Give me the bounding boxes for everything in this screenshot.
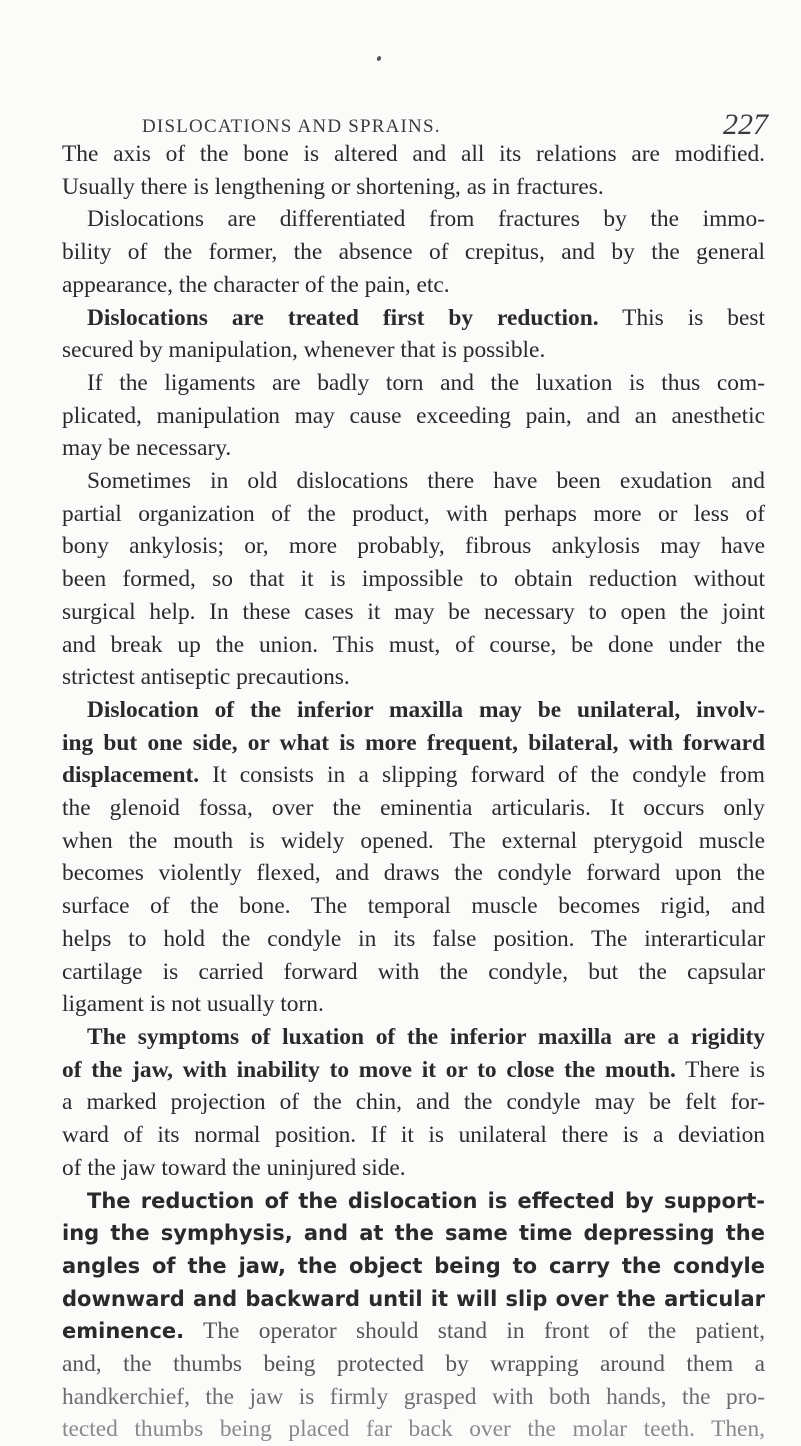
text-line: of the jaw toward the uninjured side. [62,1154,406,1181]
text-line [62,759,765,792]
text-line [62,1054,765,1087]
bold-run: downward and backward until it will slip over the articular [62,1286,765,1311]
page-header [60,88,768,141]
text-line: ward of its normal position. If it is unilateral there is a deviation [62,1122,765,1149]
bold-run: The reduction of the dislocation is effected by support- [87,1188,765,1213]
bold-run: ing but one side, or what is more frequent, bilateral, with forward [62,729,765,756]
text-line: Dislocations are differentiated from fractures by the immo- [87,206,765,233]
text-line: If the ligaments are badly torn and the luxation is thus com- [87,369,765,396]
bold-run: ing the symphysis, and at the same time depressing the [62,1221,765,1246]
text-line: secured by manipulation, whenever that is possible. [62,337,546,364]
bold-run: Dislocation of the inferior maxilla may be unilateral, involv- [87,696,765,723]
paper-speck [376,55,382,61]
text-line: helps to hold the condyle in its false position. The interarticular [62,925,765,952]
text-run: It consists in a slipping forward of the condyle from [199,762,765,789]
text-line: handkerchief, the jaw is firmly grasped with both hands, the pro- [62,1383,765,1410]
text-line: a marked projection of the chin, and the condyle may be felt for- [62,1089,765,1116]
bold-run: eminence. [62,1319,185,1344]
bold-run: displacement. [62,762,200,789]
text-run: There is [675,1056,765,1083]
text-line: ligament is not usually torn. [62,991,324,1018]
text-line: the glenoid fossa, over the eminentia articularis. It occurs only [62,795,765,822]
bold-run: of the jaw, with inability to move it or to close the mouth. [62,1056,676,1083]
text-line: becomes violently flexed, and draws the condyle forward upon the [62,860,765,887]
text-run: The operator should stand in front of the patient, [184,1318,765,1345]
text-line: and, the thumbs being protected by wrapping around them a [62,1351,765,1378]
text-line: plicated, manipulation may cause exceeding pain, and an anesthetic [62,402,765,429]
text-line: when the mouth is widely opened. The external pterygoid muscle [62,827,765,854]
text-line: been formed, so that it is impossible to obtain reduction without [62,566,765,593]
bold-run: angles of the jaw, the object being to carry the condyle [62,1253,765,1278]
text-line: bony ankylosis; or, more probably, fibrous ankylosis may have [62,533,765,560]
text-line: The axis of the bone is altered and all its relations are modified. [62,141,765,167]
text-line: surgical help. In these cases it may be necessary to open the joint [62,598,765,625]
text-line: appearance, the character of the pain, etc. [62,271,450,298]
text-line: surface of the bone. The temporal muscle becomes rigid, and [62,893,765,920]
text-line [62,1315,765,1348]
text-line [62,1021,765,1054]
text-line: strictest antiseptic precautions. [62,664,350,691]
running-head: DISLOCATIONS AND SPRAINS. [142,116,441,137]
bold-run: Dislocations are treated first by reduction. [87,304,599,331]
text-run: This is best [598,304,765,331]
page-number: 227 [723,108,768,141]
text-line [62,302,765,335]
text-line: partial organization of the product, with perhaps more or less of [62,500,765,527]
text-line: Sometimes in old dislocations there have been exudation and [87,468,765,495]
text-line [62,1185,765,1218]
text-line [62,727,765,760]
body-text [62,138,765,1446]
text-line: tected thumbs being placed far back over the molar teeth. Then, [62,1416,765,1443]
text-line: Usually there is lengthening or shortening, as in fractures. [62,173,604,200]
text-line [62,1217,765,1250]
text-line: bility of the former, the absence of crepitus, and by the general [62,239,765,266]
text-line: cartilage is carried forward with the condyle, but the capsular [62,958,765,985]
bold-run: The symptoms of luxation of the inferior maxilla are a rigidity [87,1023,765,1050]
text-line: and break up the union. This must, of course, be done under the [62,631,765,658]
text-line [62,1283,765,1316]
text-line: may be necessary. [62,435,232,462]
text-line [62,694,765,727]
text-line [62,1250,765,1283]
